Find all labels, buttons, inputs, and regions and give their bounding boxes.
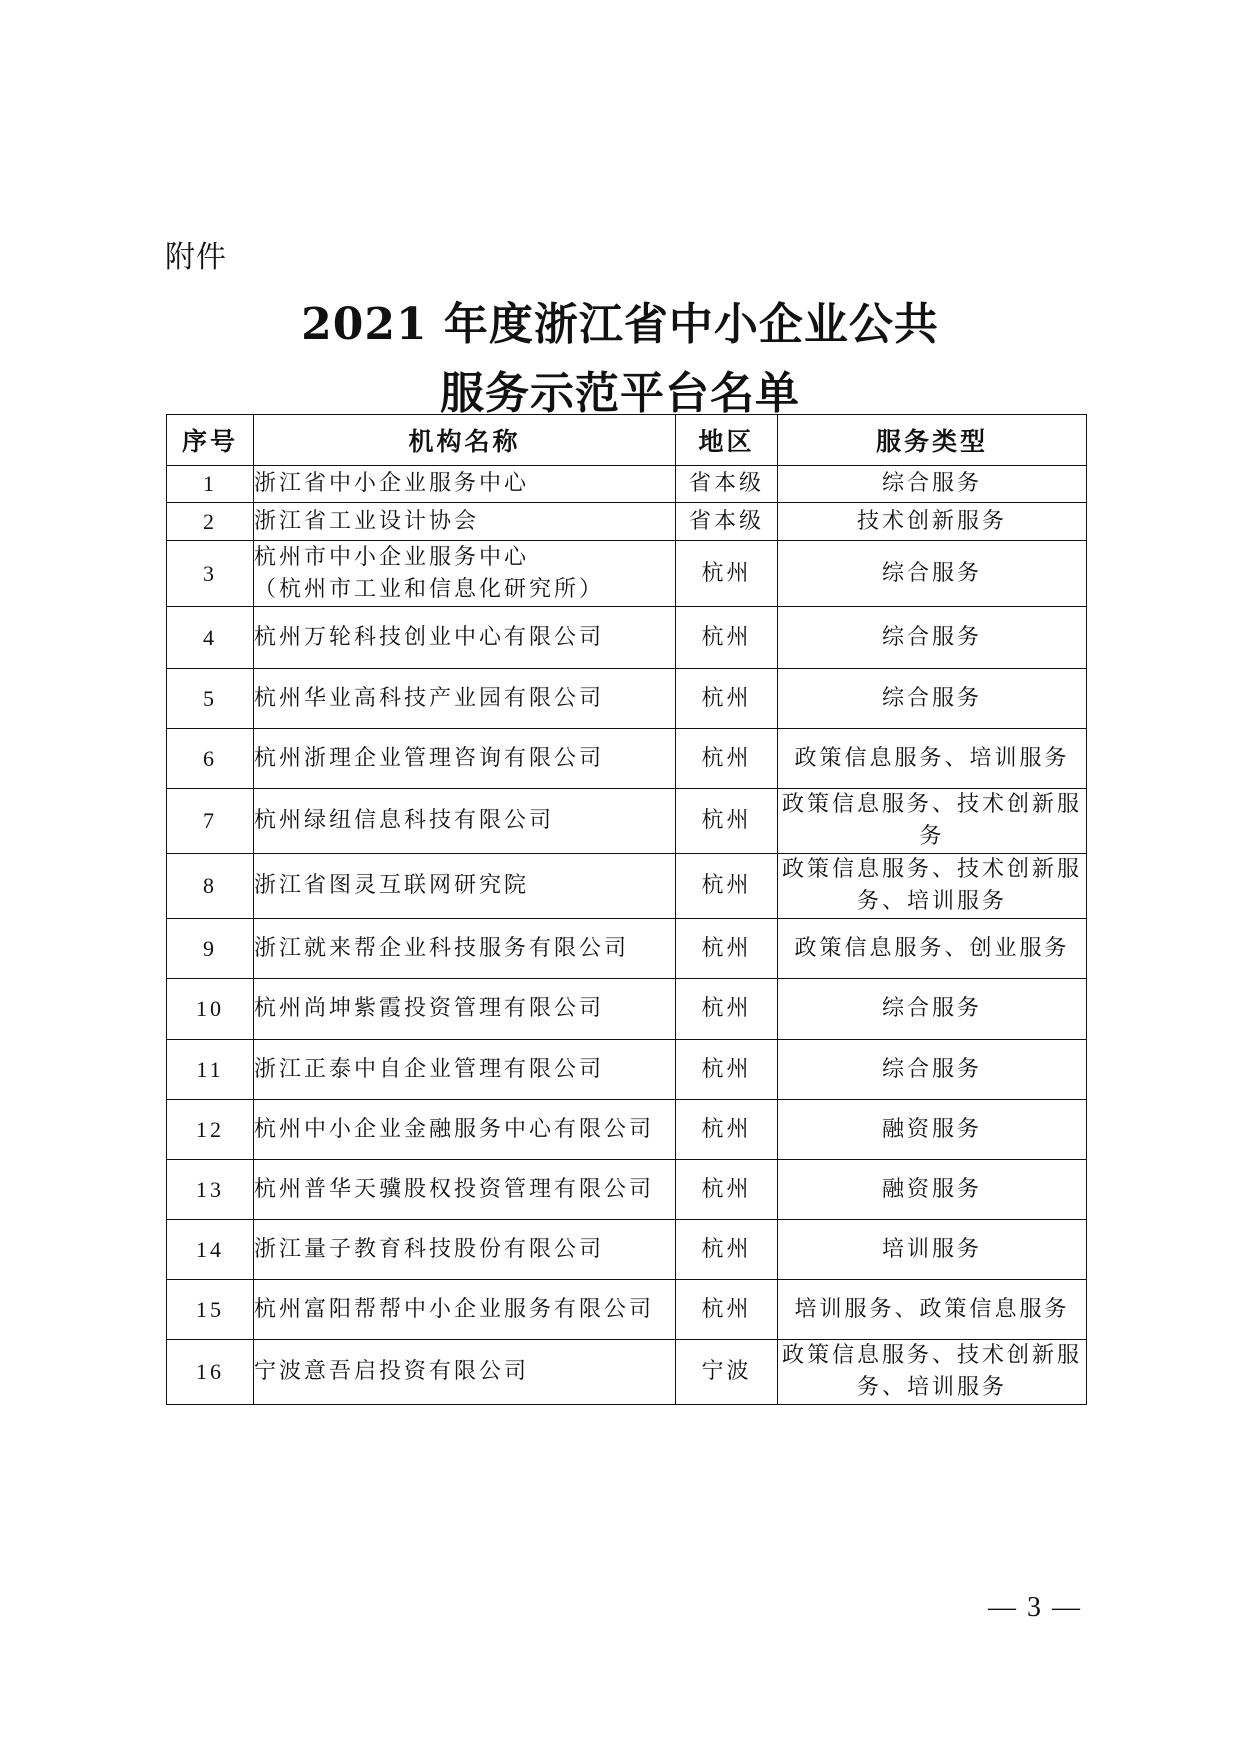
cell-service-type: 政策信息服务、技术创新服务、培训服务: [778, 854, 1087, 919]
cell-region: 杭州: [676, 541, 778, 607]
cell-region: 杭州: [676, 1220, 778, 1280]
cell-region: 杭州: [676, 854, 778, 919]
table-row: [167, 1160, 1087, 1220]
table-row: [167, 1340, 1087, 1405]
org-name-line: 杭州华业高科技产业园有限公司: [254, 685, 605, 711]
table-row: [167, 919, 1087, 979]
cell-service-type: 融资服务: [778, 1100, 1087, 1160]
cell-region: 杭州: [676, 729, 778, 789]
cell-service-type: 综合服务: [778, 607, 1087, 669]
org-name-line: 浙江省工业设计协会: [254, 508, 480, 534]
cell-seq: 3: [167, 541, 254, 607]
cell-service-type: 政策信息服务、技术创新服务、培训服务: [778, 1340, 1087, 1405]
header-org-name: 机构名称: [254, 415, 676, 466]
cell-org-name: [254, 503, 676, 541]
cell-org-name: [254, 1280, 676, 1340]
page-number: — 3 —: [988, 1592, 1082, 1623]
table-row: [167, 789, 1087, 854]
cell-org-name: [254, 1040, 676, 1100]
cell-seq: 5: [167, 669, 254, 729]
org-name-line: 杭州普华天骥股权投资管理有限公司: [254, 1176, 655, 1202]
org-name-line: 浙江省中小企业服务中心: [254, 471, 530, 496]
cell-service-type: 综合服务: [778, 979, 1087, 1040]
cell-org-name: [254, 607, 676, 669]
org-name-line: 杭州中小企业金融服务中心有限公司: [254, 1116, 655, 1142]
org-name-line: 浙江省图灵互联网研究院: [254, 873, 530, 898]
document-title-line-1: 2021 年度浙江省中小企业公共: [301, 299, 939, 350]
cell-org-name: [254, 729, 676, 789]
org-name-line: 杭州尚坤紫霞投资管理有限公司: [254, 996, 605, 1021]
org-name-line: 浙江就来帮企业科技服务有限公司: [254, 935, 630, 961]
org-name-line: 杭州富阳帮帮中小企业服务有限公司: [254, 1296, 655, 1322]
cell-seq: 12: [167, 1100, 254, 1160]
cell-org-name: [254, 541, 676, 607]
org-name-line: 浙江量子教育科技股份有限公司: [254, 1236, 605, 1262]
cell-org-name: [254, 979, 676, 1040]
org-name-line: 杭州浙理企业管理咨询有限公司: [254, 745, 605, 771]
cell-org-name: [254, 1100, 676, 1160]
cell-org-name: [254, 854, 676, 919]
cell-org-name: [254, 919, 676, 979]
cell-region: 省本级: [676, 503, 778, 541]
header-service-type: 服务类型: [778, 415, 1087, 466]
document-title-line-2: 服务示范平台名单: [440, 368, 800, 419]
header-region: 地区: [676, 415, 778, 466]
table-header-row: [167, 415, 1087, 466]
cell-seq: 2: [167, 503, 254, 541]
attachment-label: 附件: [165, 240, 227, 275]
cell-seq: 13: [167, 1160, 254, 1220]
org-name-line: 杭州万轮科技创业中心有限公司: [254, 624, 605, 650]
cell-seq: 9: [167, 919, 254, 979]
table-body: [167, 466, 1087, 1405]
cell-seq: 15: [167, 1280, 254, 1340]
cell-service-type: 政策信息服务、技术创新服务: [778, 789, 1087, 854]
cell-org-name: [254, 669, 676, 729]
table-row: [167, 466, 1087, 503]
cell-region: 省本级: [676, 466, 778, 503]
org-name-line: 浙江正泰中自企业管理有限公司: [254, 1056, 605, 1082]
cell-org-name: [254, 1340, 676, 1405]
cell-region: 杭州: [676, 1280, 778, 1340]
cell-region: 杭州: [676, 919, 778, 979]
cell-seq: 11: [167, 1040, 254, 1100]
table-row: [167, 541, 1087, 607]
table-row: [167, 854, 1087, 919]
org-name-line: 宁波意吾启投资有限公司: [254, 1359, 530, 1384]
table-row: [167, 1040, 1087, 1100]
cell-seq: 10: [167, 979, 254, 1040]
cell-region: 杭州: [676, 607, 778, 669]
cell-seq: 1: [167, 466, 254, 503]
table-row: [167, 979, 1087, 1040]
cell-region: 杭州: [676, 1040, 778, 1100]
cell-org-name: [254, 789, 676, 854]
cell-region: 杭州: [676, 979, 778, 1040]
cell-service-type: 融资服务: [778, 1160, 1087, 1220]
cell-service-type: 政策信息服务、创业服务: [778, 919, 1087, 979]
cell-region: 杭州: [676, 1160, 778, 1220]
cell-seq: 8: [167, 854, 254, 919]
cell-org-name: [254, 466, 676, 503]
org-name-line: 杭州绿纽信息科技有限公司: [254, 808, 555, 833]
cell-org-name: [254, 1220, 676, 1280]
cell-service-type: 政策信息服务、培训服务: [778, 729, 1087, 789]
cell-service-type: 技术创新服务: [778, 503, 1087, 541]
platform-list-table: [166, 414, 1087, 1405]
cell-service-type: 综合服务: [778, 466, 1087, 503]
table-row: [167, 729, 1087, 789]
cell-seq: 7: [167, 789, 254, 854]
table-row: [167, 1100, 1087, 1160]
org-name-line: （杭州市工业和信息化研究所）: [254, 576, 605, 602]
cell-seq: 6: [167, 729, 254, 789]
cell-seq: 14: [167, 1220, 254, 1280]
cell-region: 宁波: [676, 1340, 778, 1405]
cell-region: 杭州: [676, 669, 778, 729]
cell-service-type: 培训服务: [778, 1220, 1087, 1280]
header-seq: 序号: [167, 415, 254, 466]
table-row: [167, 1220, 1087, 1280]
cell-region: 杭州: [676, 1100, 778, 1160]
cell-region: 杭州: [676, 789, 778, 854]
table-row: [167, 503, 1087, 541]
cell-org-name: [254, 1160, 676, 1220]
cell-seq: 16: [167, 1340, 254, 1405]
table-row: [167, 607, 1087, 669]
org-name-line: 杭州市中小企业服务中心: [254, 544, 530, 570]
cell-service-type: 综合服务: [778, 541, 1087, 607]
cell-seq: 4: [167, 607, 254, 669]
table-row: [167, 1280, 1087, 1340]
table-row: [167, 669, 1087, 729]
cell-service-type: 综合服务: [778, 669, 1087, 729]
cell-service-type: 培训服务、政策信息服务: [778, 1280, 1087, 1340]
cell-service-type: 综合服务: [778, 1040, 1087, 1100]
